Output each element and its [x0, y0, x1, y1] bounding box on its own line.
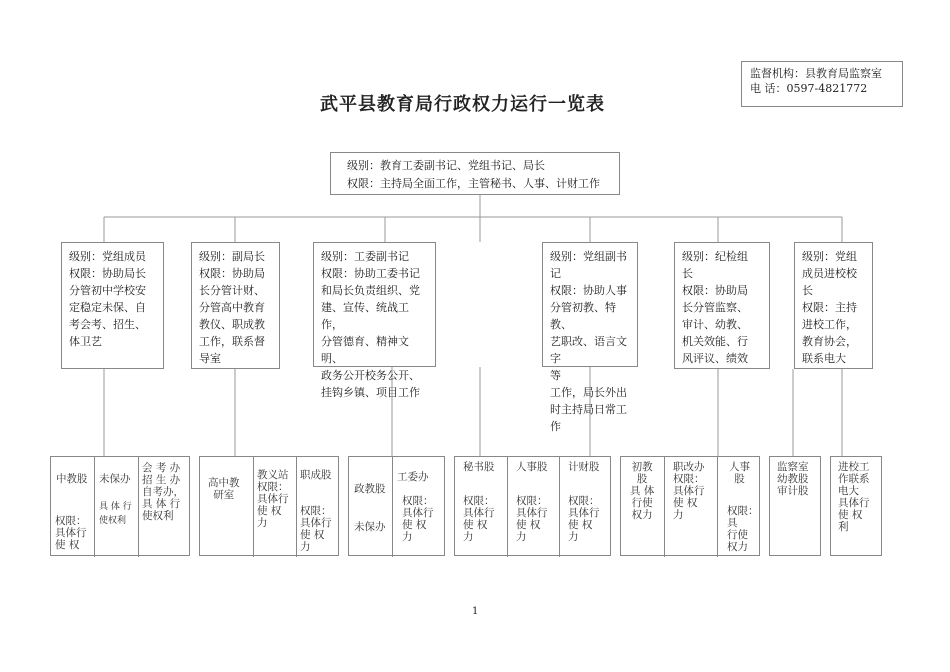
dept-group-1 [50, 456, 190, 556]
dept-title: 政教股 [354, 483, 386, 495]
deputy-box-6: 级别：党组 成员进校校 长 权限：主持 进校工作， 教育协会， 联系电大 [794, 242, 873, 369]
dept-title: 人事股 [516, 461, 548, 473]
dept-title: 高中教 研室 [208, 477, 240, 501]
deputy-box-1: 级别：党组成员 权限：协助局长 分管初中学校安 定稳定未保、自 考会考、招生、 体卫艺 [61, 242, 164, 369]
dept-power: 未保办 [354, 521, 386, 533]
dept-title: 工委办 [397, 471, 429, 483]
dept-title: 监察室 幼教股 审计股 [777, 461, 809, 497]
deputy-box-3: 级别：工委副书记 权限：协助工委书记 和局长负责组织、党 建、宣传、统战工作， 分管德育、精神文明、 政务公开校务公开、 挂钩乡镇、项目工作 [313, 242, 436, 367]
dept-title: 计财股 [568, 461, 600, 473]
dept-title: 人事 股 [729, 461, 750, 485]
deputy-box-4: 级别：党组副书 记 权限：协助人事 分管初教、特教、 艺职改、语言文字 等 工作，局长外出 时主持局日常工作 [542, 242, 638, 367]
dept-title: 秘书股 [463, 461, 495, 473]
deputy-box-2: 级别：副局长 权限：协助局 长分管计财、 分管高中教育 教仪、职成教 工作，联系督 导室 [191, 242, 280, 369]
divider [253, 457, 254, 557]
dept-group-6 [769, 456, 821, 556]
dept-group-7 [830, 456, 882, 556]
supervisor-agency: 监督机构：县教育局监察室 [750, 67, 882, 80]
dept-group-3 [348, 456, 445, 556]
deputy-box-5: 级别：纪检组 长 权限：协助局 长分管监察、 审计、幼教、 机关效能、行 风评议、绩效 [674, 242, 770, 369]
dept-group-2 [199, 456, 339, 556]
dept-power: 权限： 具体行 使 权 力 [402, 495, 434, 543]
director-power: 权限：主持局全面工作，主管秘书、人事、计财工作 [347, 177, 600, 190]
dept-power: 权限： 具体行 使 权 力 [568, 495, 600, 543]
director-box [330, 152, 620, 195]
dept-group-5 [620, 456, 760, 556]
page-number: 1 [472, 606, 479, 617]
dept-group-4 [454, 456, 611, 556]
dept-title: 未保办 [99, 473, 131, 485]
dept-power: 教义站 权限： 具体行 使 权 力 [257, 469, 289, 529]
dept-power: 具 体 行 使权利 [99, 502, 132, 526]
dept-power: 进校工 作联系 电大 具体行 使 权 利 [838, 461, 870, 533]
divider [94, 457, 95, 557]
dept-power: 权限： 具体行 使 权 力 [300, 505, 332, 553]
dept-power: 权限： 具 行使 权力 [727, 505, 759, 553]
divider [392, 457, 393, 557]
dept-power: 职改办 权限： 具体行 使 权 力 [673, 461, 705, 521]
dept-power: 初教 股 具 体 行使 权力 [630, 461, 655, 521]
divider [664, 457, 665, 557]
supervisor-box [741, 61, 903, 107]
dept-power: 权限： 具体行 使 权 力 [463, 495, 495, 543]
divider [717, 457, 718, 557]
page-title: 武平县教育局行政权力运行一览表 [320, 94, 605, 115]
divider [507, 457, 508, 557]
divider [296, 457, 297, 557]
dept-power: 会 考 办 招 生 办 自考办， 具 体 行 使权利 [142, 462, 184, 522]
director-level: 级别：教育工委副书记、党组书记、局长 [347, 159, 545, 172]
dept-title: 职成股 [300, 469, 332, 481]
dept-power: 权限： 具体行 使 权 力 [516, 495, 548, 543]
divider [559, 457, 560, 557]
dept-title: 中教股 [56, 473, 88, 485]
dept-power: 权限： 具体行 使 权 [55, 515, 87, 551]
supervisor-phone: 电 话：0597-4821772 [750, 82, 868, 95]
divider [138, 457, 139, 557]
